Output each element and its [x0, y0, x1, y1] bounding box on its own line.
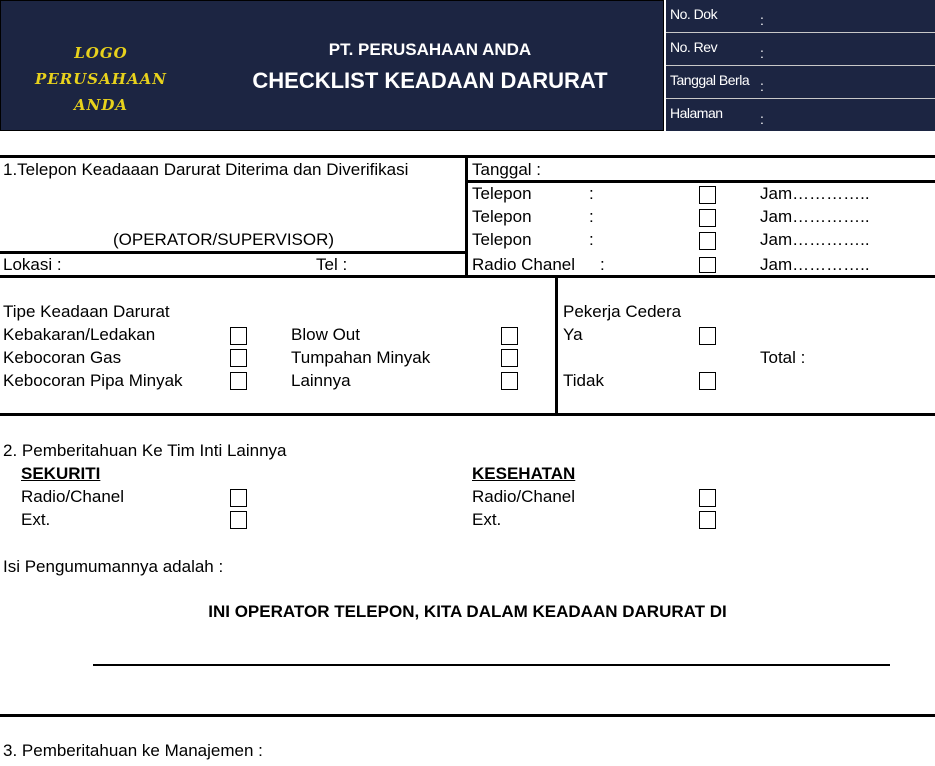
ya-checkbox[interactable]: [699, 327, 716, 345]
tipe-option-label: Kebocoran Pipa Minyak: [3, 371, 183, 390]
tipe-option-label: Lainnya: [291, 371, 351, 390]
telepon-3-checkbox[interactable]: [699, 232, 716, 250]
tel-label: Tel :: [316, 255, 348, 274]
row-colon: :: [589, 207, 594, 226]
company-logo: [6, 40, 196, 118]
section-3-heading: 3. Pemberitahuan ke Manajemen :: [3, 741, 263, 760]
operator-supervisor-label: (OPERATOR/SUPERVISOR): [113, 230, 335, 249]
kesehatan-radio-checkbox[interactable]: [699, 489, 716, 507]
meta-row-date: [666, 66, 935, 99]
announcement-text: INI OPERATOR TELEPON, KITA DALAM KEADAAN DARURAT DI: [208, 602, 727, 621]
divider: [0, 413, 935, 416]
row-colon: :: [589, 230, 594, 249]
meta-label: Tanggal Berla: [670, 72, 750, 88]
tipe-option-label: Kebakaran/Ledakan: [3, 325, 156, 344]
tipe-option-label: Blow Out: [291, 325, 360, 344]
telepon-label: Telepon: [472, 230, 532, 249]
jam-field: Jam…………..: [760, 184, 870, 203]
kesehatan-heading: KESEHATAN: [472, 464, 576, 483]
lokasi-label: Lokasi :: [3, 255, 62, 274]
radio-chanel-label: Radio Chanel: [472, 255, 576, 274]
announcement-blank-line[interactable]: [93, 664, 890, 666]
tipe-option-label: Kebocoran Gas: [3, 348, 122, 367]
kesehatan-radio-label: Radio/Chanel: [472, 487, 576, 506]
radio-chanel-checkbox[interactable]: [699, 257, 716, 273]
divider: [0, 251, 468, 254]
meta-row-page: [666, 99, 935, 131]
tumpahan-minyak-checkbox[interactable]: [501, 349, 518, 367]
meta-row-rev-no: [666, 33, 935, 66]
sekuriti-radio-checkbox[interactable]: [230, 489, 247, 507]
meta-colon: :: [760, 111, 764, 127]
isi-pengumuman-label: Isi Pengumumannya adalah :: [3, 557, 224, 576]
meta-label: No. Dok: [670, 6, 718, 22]
logo-line-2: ANDA: [74, 96, 128, 114]
sekuriti-ext-label: Ext.: [21, 510, 51, 529]
divider: [465, 155, 468, 277]
telepon-1-checkbox[interactable]: [699, 186, 716, 204]
jam-field: Jam…………..: [760, 255, 870, 274]
blow-out-checkbox[interactable]: [501, 327, 518, 345]
meta-label: No. Rev: [670, 39, 718, 55]
page-title: CHECKLIST KEADAAN DARURAT: [252, 68, 608, 93]
lainnya-checkbox[interactable]: [501, 372, 518, 390]
divider: [555, 275, 558, 415]
jam-field: Jam…………..: [760, 207, 870, 226]
meta-row-doc-no: [666, 0, 935, 33]
tanggal-label: Tanggal :: [472, 160, 541, 179]
tidak-checkbox[interactable]: [699, 372, 716, 390]
telepon-2-checkbox[interactable]: [699, 209, 716, 227]
sekuriti-heading: SEKURITI: [21, 464, 101, 483]
tidak-label: Tidak: [563, 371, 604, 390]
kesehatan-ext-label: Ext.: [472, 510, 502, 529]
row-colon: :: [600, 255, 605, 274]
kebakaran-checkbox[interactable]: [230, 327, 247, 345]
divider: [466, 180, 935, 183]
meta-colon: :: [760, 78, 764, 94]
meta-label: Halaman: [670, 105, 723, 121]
row-colon: :: [589, 184, 594, 203]
pekerja-cedera-heading: Pekerja Cedera: [563, 302, 682, 321]
sekuriti-radio-label: Radio/Chanel: [21, 487, 125, 506]
kesehatan-ext-checkbox[interactable]: [699, 511, 716, 529]
kebocoran-gas-checkbox[interactable]: [230, 349, 247, 367]
telepon-label: Telepon: [472, 207, 532, 226]
tipe-heading: Tipe Keadaan Darurat: [3, 302, 170, 321]
logo-line-1: LOGO PERUSAHAAN: [35, 44, 167, 88]
meta-colon: :: [760, 45, 764, 61]
section-1-heading: 1.Telepon Keadaaan Darurat Diterima dan Diverifikasi: [3, 160, 409, 179]
divider: [0, 714, 935, 717]
jam-field: Jam…………..: [760, 230, 870, 249]
tipe-option-label: Tumpahan Minyak: [291, 348, 431, 367]
company-name: PT. PERUSAHAAN ANDA: [328, 40, 532, 59]
total-label: Total :: [760, 348, 806, 367]
document-meta-table: [666, 0, 935, 131]
ya-label: Ya: [563, 325, 583, 344]
meta-colon: :: [760, 12, 764, 28]
sekuriti-ext-checkbox[interactable]: [230, 511, 247, 529]
telepon-label: Telepon: [472, 184, 532, 203]
kebocoran-pipa-checkbox[interactable]: [230, 372, 247, 390]
section-2-heading: 2. Pemberitahuan Ke Tim Inti Lainnya: [3, 441, 287, 460]
